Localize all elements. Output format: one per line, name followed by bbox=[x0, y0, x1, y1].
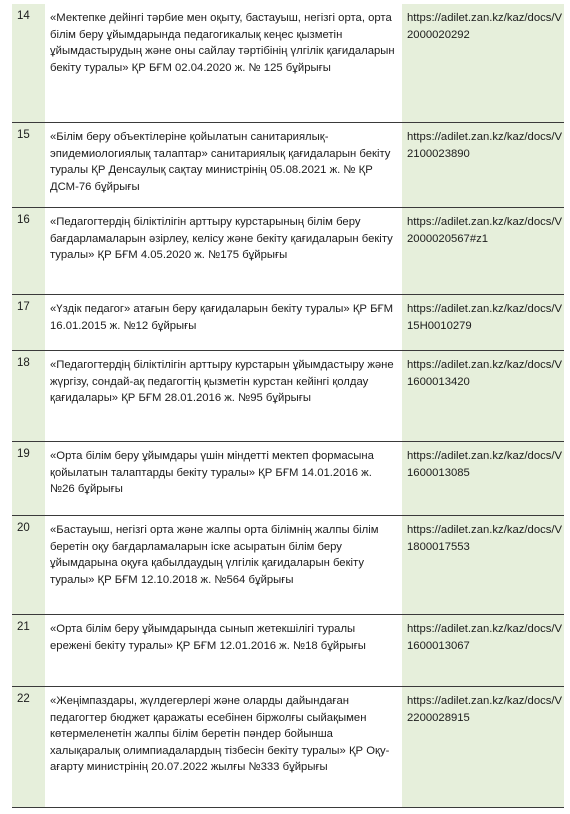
legal-acts-table bbox=[12, 4, 564, 808]
act-link[interactable]: https://adilet.zan.kz/kaz/docs/V15H0010279 bbox=[402, 295, 564, 350]
act-link[interactable]: https://adilet.zan.kz/kaz/docs/V2000020567#z1 bbox=[402, 208, 564, 294]
row-number: 21 bbox=[12, 615, 45, 686]
row-number: 16 bbox=[12, 208, 45, 294]
act-title: «Педагогтердің біліктілігін арттыру курстарын ұйымдастыру және жүргізу, сондай-ақ педагогтің қызметін курстан кейінгі қолдау қағидалары» ҚР БҒМ 28.01.2016 ж. №95 бұйрығы bbox=[50, 359, 394, 405]
table-row bbox=[12, 442, 564, 516]
table-row bbox=[12, 516, 564, 615]
act-title: «Білім беру объектілеріне қойылатын санитариялық-эпидемиологиялық талаптар» санитариялық қағидаларын бекіту туралы ҚР Денсаулық сақтау министрінің 05.08.2021 ж. № ҚР ДСМ-76 бұйрығы bbox=[50, 131, 391, 193]
row-number: 20 bbox=[12, 516, 45, 614]
row-number: 14 bbox=[12, 4, 45, 122]
table-row bbox=[12, 123, 564, 208]
act-title: «Орта білім беру ұйымдарында сынып жетекшілігі туралы ережені бекіту туралы» ҚР БҒМ 12.01.2016 ж. №18 бұйрығы bbox=[50, 623, 366, 652]
table-row bbox=[12, 351, 564, 442]
row-number: 19 bbox=[12, 442, 45, 515]
act-link[interactable]: https://adilet.zan.kz/kaz/docs/V1600013067 bbox=[402, 615, 564, 686]
table-row bbox=[12, 4, 564, 123]
act-link[interactable]: https://adilet.zan.kz/kaz/docs/V1800017553 bbox=[402, 516, 564, 614]
row-number: 17 bbox=[12, 295, 45, 350]
table-row bbox=[12, 295, 564, 351]
act-link[interactable]: https://adilet.zan.kz/kaz/docs/V2000020292 bbox=[402, 4, 564, 122]
row-number: 18 bbox=[12, 351, 45, 441]
act-title: «Жеңімпаздары, жүлдегерлері және оларды дайындаған педагогтер бюджет қаражаты есебінен біржолғы сыйақымен көтермеленетін жалпы білім беретін пәндер бойынша халықаралық олимпиадалардың тізбесін бекіту туралы» ҚР Оқу-ағарту министрінің 20.07.2022 жылғы №333 бұйрығы bbox=[50, 695, 390, 774]
act-title: «Үздік педагог» атағын беру қағидаларын бекіту туралы» ҚР БҒМ 16.01.2015 ж. №12 бұйрығы bbox=[50, 303, 394, 332]
act-title: «Бастауыш, негізгі орта және жалпы орта білімнің жалпы білім беретін оқу бағдарламаларын іске асыратын білім беру ұйымдарына оқуға қабылдаудың үлгілік қағидаларын бекіту туралы» ҚР БҒМ 12.10.2018 ж. №564 бұйрығы bbox=[50, 524, 379, 586]
table-row bbox=[12, 208, 564, 295]
table-row bbox=[12, 687, 564, 808]
act-link[interactable]: https://adilet.zan.kz/kaz/docs/V1600013420 bbox=[402, 351, 564, 441]
act-title: «Педагогтердің біліктілігін арттыру курстарының білім беру бағдарламаларын әзірлеу, келісу және бекіту қағидаларын бекіту туралы» ҚР БҒМ 4.05.2020 ж. №175 бұйрығы bbox=[50, 216, 393, 262]
table-row bbox=[12, 615, 564, 687]
row-number: 15 bbox=[12, 123, 45, 207]
act-title: «Орта білім беру ұйымдары үшін міндетті мектеп формасына қойылатын талаптарды бекіту туралы» ҚР БҒМ 14.01.2016 ж. №26 бұйрығы bbox=[50, 450, 374, 496]
act-title: «Мектепке дейінгі тәрбие мен оқыту, бастауыш, негізгі орта, орта білім беру ұйымдарында педагогикалық кеңес қызметін ұйымдастырудың және оны сайлау тәртібінің үлгілік қағидаларын бекіту туралы» ҚР БҒМ 02.04.2020 ж. № 125 бұйрығы bbox=[50, 12, 395, 74]
act-link[interactable]: https://adilet.zan.kz/kaz/docs/V1600013085 bbox=[402, 442, 564, 515]
act-link[interactable]: https://adilet.zan.kz/kaz/docs/V2200028915 bbox=[402, 687, 564, 807]
row-number: 22 bbox=[12, 687, 45, 807]
act-link[interactable]: https://adilet.zan.kz/kaz/docs/V2100023890 bbox=[402, 123, 564, 207]
